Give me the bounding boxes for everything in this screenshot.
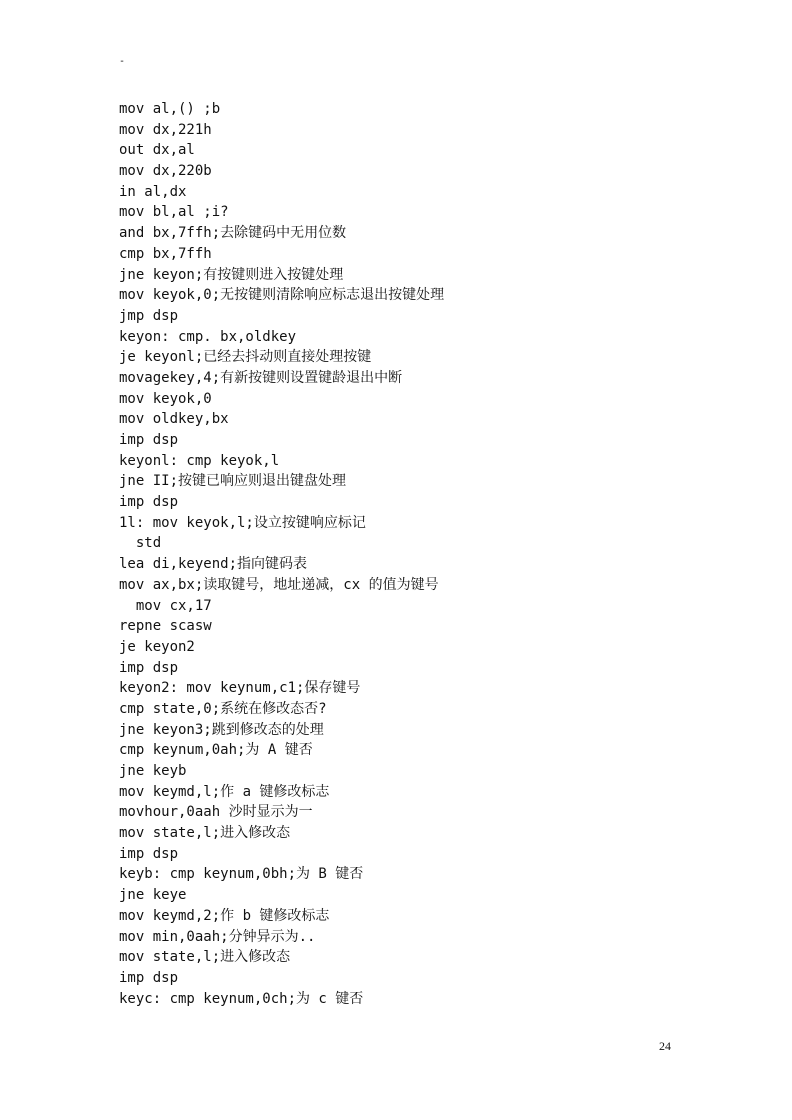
code-line: imp dsp xyxy=(119,494,179,511)
code-line: mov keymd,l;作 a 键修改标志 xyxy=(119,783,330,800)
code-line: keyb: cmp keynum,0bh;为 B 键否 xyxy=(119,866,364,883)
code-line: movhour,0aah 沙时显示为一 xyxy=(119,804,313,821)
header-mark: - xyxy=(119,56,126,67)
code-line: mov cx,17 xyxy=(119,597,212,614)
code-line: jne II;按键已响应则退出键盘处理 xyxy=(119,473,347,490)
code-line: std xyxy=(119,535,162,552)
code-line: keyc: cmp keynum,0ch;为 c 键否 xyxy=(119,990,364,1007)
code-line: and bx,7ffh;去除键码中无用位数 xyxy=(119,225,347,242)
code-line: imp dsp xyxy=(119,969,179,986)
code-line: mov ax,bx;读取键号，地址递减，cx 的值为键号 xyxy=(119,576,439,593)
code-line: repne scasw xyxy=(119,618,212,635)
code-line: mov keymd,2;作 b 键修改标志 xyxy=(119,907,330,924)
code-line: mov al,() ;b xyxy=(119,101,221,117)
code-line: mov dx,221h xyxy=(119,121,212,138)
code-line: imp dsp xyxy=(119,432,179,448)
code-line: 1l: mov keyok,l;设立按键响应标记 xyxy=(119,514,366,531)
code-line: in al,dx xyxy=(119,183,187,200)
code-line: jne keyon3;跳到修改态的处理 xyxy=(119,721,324,738)
code-line: keyonl: cmp keyok,l xyxy=(119,452,280,469)
code-line: lea di,keyend;指向键码表 xyxy=(119,556,308,573)
code-line: jmp dsp xyxy=(119,307,179,324)
code-line: cmp keynum,0ah;为 A 键否 xyxy=(119,742,313,759)
code-listing xyxy=(119,99,444,1009)
code-line: je keyon2 xyxy=(119,638,195,655)
code-line: mov min,0aah;分钟异示为.. xyxy=(119,928,316,945)
code-line: cmp state,0;系统在修改态否? xyxy=(119,700,327,717)
code-line: mov keyok,0;无按键则清除响应标志退出按键处理 xyxy=(119,287,445,304)
code-line: cmp bx,7ffh xyxy=(119,245,212,262)
code-line: keyon2: mov keynum,c1;保存键号 xyxy=(119,680,361,697)
code-line: mov state,l;进入修改态 xyxy=(119,949,291,966)
code-line: out dx,al xyxy=(119,142,195,159)
code-line: mov bl,al ;i? xyxy=(119,204,229,221)
code-line: jne keyon;有按键则进入按键处理 xyxy=(119,266,344,283)
code-line: jne keye xyxy=(119,887,187,904)
code-line: mov dx,220b xyxy=(119,163,212,180)
code-line: mov oldkey,bx xyxy=(119,411,229,428)
code-line: imp dsp xyxy=(119,845,179,862)
code-line: mov keyok,0 xyxy=(119,390,212,407)
page-number: 24 xyxy=(659,1039,671,1053)
code-line: mov state,l;进入修改态 xyxy=(119,825,291,842)
code-line: jne keyb xyxy=(119,763,187,779)
code-line: movagekey,4;有新按键则设置键龄退出中断 xyxy=(119,369,403,386)
code-line: imp dsp xyxy=(119,659,179,676)
code-line: je keyonl;已经去抖动则直接处理按键 xyxy=(119,349,372,366)
code-line: keyon: cmp. bx,oldkey xyxy=(119,328,297,345)
